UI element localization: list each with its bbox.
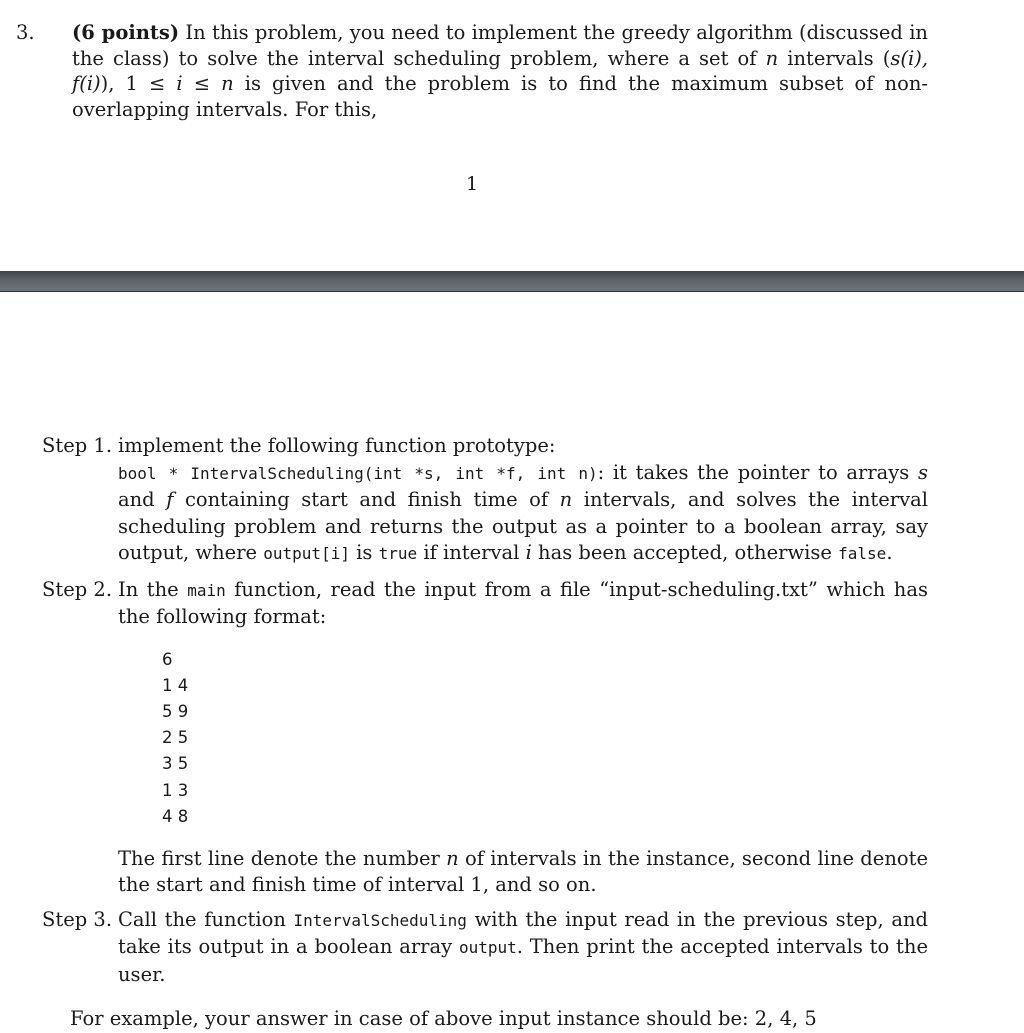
function-prototype: bool * IntervalScheduling(int *s, int *f, int n): [118, 463, 598, 483]
page-divider: [0, 271, 1024, 292]
step-label: Step 2.: [42, 577, 113, 601]
input-line: 5 9: [162, 701, 189, 721]
step-3: Step 3. Call the function IntervalScheduling with the input read in the previous step, and take its output in a boolean array output. Then print the accepted intervals to the user.: [42, 907, 928, 989]
input-line: 2 5: [162, 728, 189, 748]
input-file-example: [162, 647, 928, 830]
format-explanation: The first line denote the number n of intervals in the instance, second line denote the start and finish time of interval 1, and so on.: [118, 846, 928, 897]
input-line: 6: [162, 649, 173, 669]
problem-points: (6 points): [72, 21, 180, 44]
step-label: Step 3.: [42, 907, 113, 931]
steps-section: [42, 433, 928, 1033]
input-line: 4 8: [162, 806, 189, 826]
problem-number: 3.: [16, 21, 35, 44]
problem-statement: 3. (6 points) In this problem, you need to implement the greedy algorithm (discussed in the class) to solve the interval scheduling problem, where a set of n intervals (s(i), f(i)), 1 ≤ i ≤ n is given and the problem is to find the maximum subset of non-overlapping intervals. For this,: [16, 21, 929, 121]
step-2: Step 2. In the main function, read the input from a file “input-scheduling.txt” which has the following format:: [42, 577, 928, 631]
step-1: Step 1. implement the following function prototype: bool * IntervalScheduling(int *s, int *f, int n): it takes the pointer to arrays s and f containing start and finish time of n intervals, and solves the interval scheduling problem and returns the output as a pointer to a boolean array, say output, where output[i] is true if interval i has been accepted, otherwise false.: [42, 433, 928, 568]
page-number: 1: [466, 173, 479, 195]
step-label: Step 1.: [42, 434, 113, 457]
input-line: 3 5: [162, 754, 189, 774]
input-line: 1 4: [162, 675, 189, 695]
input-line: 1 3: [162, 780, 189, 800]
example-answer: For example, your answer in case of above input instance should be: 2, 4, 5: [70, 1007, 817, 1031]
